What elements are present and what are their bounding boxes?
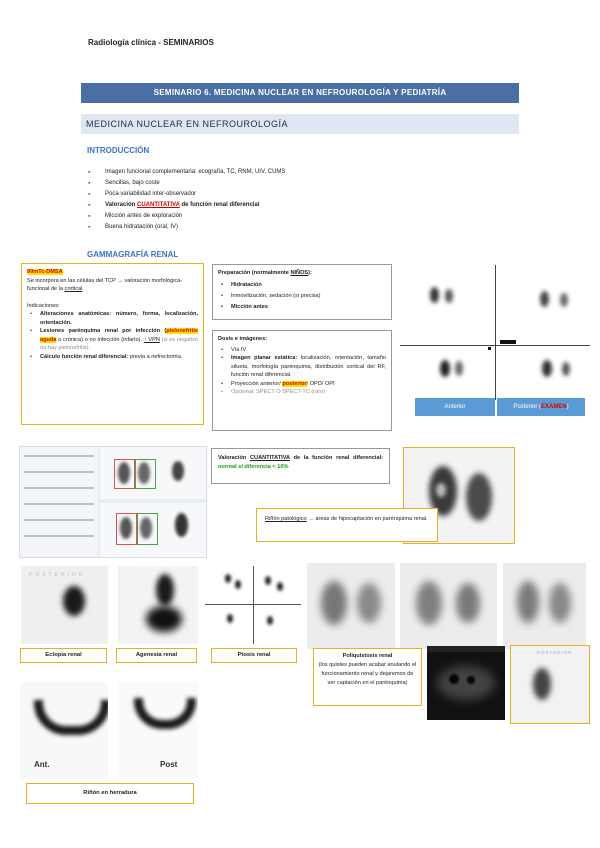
agenesia-scan [118,566,198,644]
quantitative-report-image [19,446,207,558]
dmsa-box [21,263,204,425]
indication-item: • Cálculo función renal diferencial: previa a nefrectomía. [27,353,198,362]
seminar-banner: SEMINARIO 6. MEDICINA NUCLEAR EN NEFROUROLOGÍA Y PEDIATRÍA [81,83,519,103]
quantitative-highlight: CUANTITATIVA [137,202,180,208]
horseshoe-anterior-scan [20,682,108,778]
preparation-item: • Hidratación [218,280,386,291]
agenesia-caption: Agenesia renal [116,648,197,663]
intro-item: ▪ Micción antes de exploración [88,211,508,222]
preparation-item: • Inmovilización, sedación (si precisa) [218,291,386,302]
dose-item: • Vía IV [218,346,386,355]
polycystic-body: (los quistes pueden acabar anulando el funcionamiento renal y dejaremos de ver captación en el parénquima) [318,662,417,686]
pathologic-box: Riñón patológico → áreas de hipocaptación en parénquima renal. [256,508,438,542]
post-label: Post [160,760,178,769]
posterior-label: Posterior (EXAMEN) [497,398,585,416]
polycystic-scan-2 [400,563,497,649]
indication-item: • Lesiones parénquima renal por infección (pielonefritis aguda o crónica) o no infección (infarto). ↑ VPN (si es negativo no hay pielonefritis). [27,327,198,353]
intro-list [88,167,508,233]
dmsa-scan-panel [400,265,590,400]
indications-label: Indicaciones: [27,302,60,309]
ectopia-caption: Ectopia renal [20,648,107,663]
intro-item: ▪ Poca variabilidad inter-observador [88,189,508,200]
horseshoe-posterior-scan [118,682,198,778]
quantitative-box: Valoración CUANTITATIVA de la función renal diferencial: normal si diferencia < 10% [211,448,390,484]
intro-item: ▪ Buena hidratación (oral, IV) [88,222,508,233]
dose-item: • Imagen planar estática: localización, orientación, tamaño silueta, morfología parénquima, distribución cortical del RF, función renal diferencial. [218,354,386,380]
dmsa-title: 99mTc-DMSA [27,269,63,275]
gamma-heading: GAMMAGRAFÍA RENAL [87,250,179,259]
ant-label: Ant. [34,760,50,769]
dmsa-description: Se incorpora en las células del TCP → valoración morfológica-funcional de la cortical. [27,277,183,292]
intro-item: ▪ Sencillas, bajo coste [88,178,508,189]
section-title: MEDICINA NUCLEAR EN NEFROUROLOGÍA [81,114,519,134]
dose-title: Dosis e imágenes: [218,336,268,342]
single-kidney-scan: POSTERIOR [510,645,590,724]
ptosis-scan [205,566,301,644]
preparation-box [212,264,392,320]
polycystic-scan-3 [503,563,586,649]
intro-item: ▪ Imagen funcional complementaria: ecografía, TC, RNM, UIV, CUMS [88,167,508,178]
dose-item: • Proyección anterior/ posterior/ OPD/ OPI [218,380,386,389]
exam-highlight: EXAMEN [541,404,567,410]
running-header: Radiología clínica - SEMINARIOS [88,38,214,47]
anterior-label: Anterior [415,398,495,416]
preparation-title: Preparación (normalmente NIÑOS): [218,270,312,276]
horseshoe-caption: Riñón en herradura [26,783,194,804]
ptosis-caption: Ptosis renal [211,648,297,663]
preparation-item: • Micción antes [218,302,386,313]
polycystic-scan-1 [307,563,395,649]
ultrasound-image [427,646,505,720]
indication-item: • Alteraciones anatómicas: número, forma, localización, orientación. [27,310,198,327]
dose-item: • Opcional: SPECT O SPECT-TC (raro) [218,388,386,397]
intro-heading: INTRODUCCIÓN [87,146,150,155]
ectopia-scan: POSTERIOR [21,566,108,644]
polycystic-title: Poliquistosis renal [342,653,393,659]
dose-box [212,330,392,431]
polycystic-box [313,648,422,706]
intro-item: ▪ Valoración CUANTITATIVA de función renal diferencial [88,200,508,211]
